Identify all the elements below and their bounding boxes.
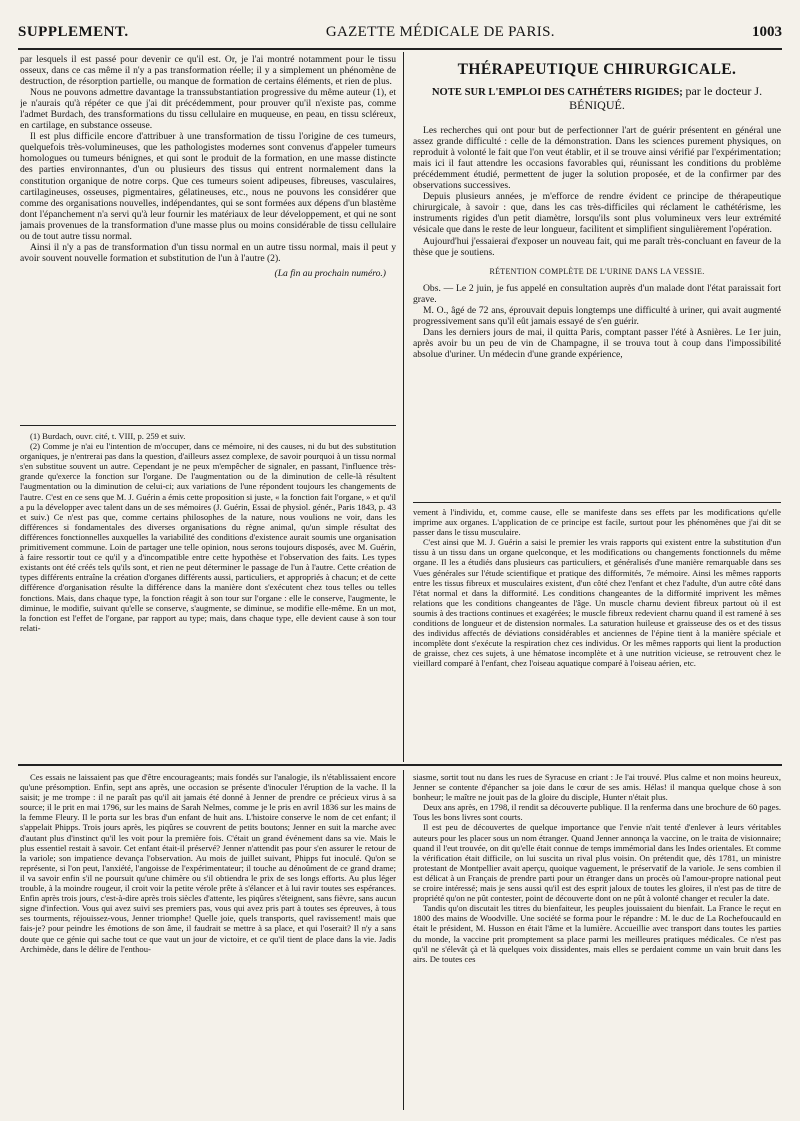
paragraph: Dans les derniers jours de mai, il quitta Paris, comptant passer l'été à Asnières. Le 1er juin, après avoir bu un peu de vin de Champagne, il se trouva tout à coup dans l'impossibilité absolue d'uriner. Un médecin d'une grande expérience, (413, 326, 781, 360)
column-divider-upper (403, 52, 404, 762)
paragraph: Depuis plusieurs années, je m'efforce de rendre évident ce principe de thérapeutique chirurgicale, à savoir : que, dans les cas très-difficiles qui réclament le cathétérisme, les instruments rigides d'un petit diamètre, lorsqu'ils sont plus volumineux vers leur extrémité vésicale que dans le reste de leur longueur, facilitent et simplifient singulièrement l'opération. (413, 191, 781, 236)
footnote: (1) Burdach, ouvr. cité, t. VIII, p. 259 et suiv. (30, 431, 186, 441)
right-inner-rule (413, 502, 781, 503)
paragraph: Ces essais ne laissaient pas que d'être encourageants; mais fondés sur l'analogie, ils n'établissaient encore qu'une présomption. Enfin, sept ans après, une occasion se présente d'inoculer l'éruption de la vache. Il la saisit; je me trompe : il ne paraît pas qu'il ait jamais été donné à Jenner de prendre ce précieux virus à sa source; il le prit en mai 1796, sur les mains de Sarah Nelmes, comme je le pris en avril 1836 sur les mains de la femme Fleury. Il le porta sur les bras d'un enfant de huit ans. L'histoire conserve le nom de cet enfant; il s'appelait Phipps. Trois jours après, les piqûres se couvrent de petits boutons; Jenner en suit la marche avec d'autant plus d'instinct qu'il les voit pour la première fois. C'était un grand événement dans sa vie. Mais le plus essentiel restait à savoir. Cet enfant était-il préservé? Jenner n'attendit pas pour s'en assurer le retour de la variole; son impatience devança l'observation. Au mois de juillet suivant, Phipps fut inoculé. Qu'on se représente, si l'on peut, l'anxiété, l'angoisse de l'expérimentateur; il touche au dénoûment de ce grand drame; il va savoir enfin s'il ne poursuit qu'une chimère ou s'il obtiendra le prix de ses longs efforts. Au plus léger trouble, à la moindre rougeur, il croit voir la petite vérole prête à s'élancer et à lui ravir toutes ses espérances. Enfin après trois jours, c'est-à-dire après trois siècles d'attente, les piqûres s'éteignent, sans fièvre, sans aucun signe d'infection. Vous qui avez suivi ses premiers pas, vous qui avez pris part à toutes ses épreuves, à tous ses tourments, réjouissez-vous, Jenner triomphe! Quelle joie, quels transports, quel ravissement! mais que fais-je? pour peindre les émotions de son âme, il faudrait se mettre à sa place, et qui l'oserait? Il n'y a sans doute que ce génie qui sache tout ce que vaut un jour de victoire, et ce qu'il tient de place dans la vie. Jadis Archimède, dans le délire de l'enthou- (20, 772, 396, 954)
footnote: (2) Comme je n'ai eu l'intention de m'occuper, dans ce mémoire, ni des causes, ni du but des substitution organiques, je n'entrerai pas dans la question, d'ailleurs assez complexe, de savoir pourquoi à un tissu normal s'en substitue souvent un autre. Cependant je ne peux m'empêcher de signaler, en passant, l'influence très-grande qu'exerce la fonction sur l'organe. De l'augmentation ou de la diminution de celle-là résultent l'augmentation ou la diminution de celui-ci; aux variations de l'une répondent toujours les changements de l'autre. C'est en ce sens que M. J. Guérin a émis cette proposition si juste, « la fonction fait l'organe, » et qu'il a pu la développer avec talent dans un de ses mémoires (J. Guérin, Essai de physiol. génér., Paris 1843, p. 43 et suiv.) Ce n'est pas que, comme certains philosophes de la nature, nous voulions ne voir, dans les différences si fondamentales des diverses organisations du règne animal, qu'un simple résultat des différences fonctionnelles auxquelles la variabilité des conditions d'existence aurait soumis une organisation primitivement commune. Loin de partager une telle opinion, nous serons toujours disposés, avec M. Guérin, à faire ressortir tout ce qu'il y a d'incompatible entre cette hypothèse et l'observation des faits. Les types existants ont été créés tels qu'ils sont, et rien ne peut déterminer le passage de l'un à l'autre. Cette création de types différents entraîne la création d'organes différents aussi, particuliers, et appropriés à chacun; et de cette différence d'organisation résulte la différence dans la manière dont s'exécutent chez tous telles ou telles fonctions. Mais, dans chaque type, la fonction réagit à son tour sur l'organe : elle le conserve, l'augmente, le diminue, le modifie, suivant qu'elle se conserve, s'augmente, se diminue, se modifie elle-même. En un mot, la fonction est l'effet de l'organe, par rapport au type; mais, dans chaque type, elle devient cause à son tour relati- (20, 441, 396, 633)
section-title: THÉRAPEUTIQUE CHIRURGICALE. (457, 61, 737, 78)
page-number: 1003 (752, 24, 782, 40)
paragraph: Obs. — Le 2 juin, je fus appelé en consultation auprès d'un malade dont l'état paraissait fort grave. (413, 282, 781, 305)
paragraph: M. O., âgé de 72 ans, éprouvait depuis longtemps une difficulté à uriner, qui avait augmenté progressivement sans qu'il eût jamais essayé de s'en guérir. (413, 304, 781, 327)
journal-title: GAZETTE MÉDICALE DE PARIS. (325, 24, 555, 40)
feuilleton-rule (18, 764, 782, 766)
feuilleton-right (413, 772, 781, 1112)
column-divider-lower (403, 770, 404, 1110)
feuilleton-left (20, 772, 396, 1112)
paragraph: Aujourd'hui j'essaierai d'exposer un nouveau fait, qui me paraît très-concluant en faveur de la thèse que je soutiens. (413, 235, 781, 258)
right-column-text (413, 56, 781, 496)
paragraph: Il est plus difficile encore d'attribuer à une transformation de tissu l'origine de ces tumeurs, quelquefois très-volumineuses, que les pathologistes modernes sont convenus d'appeler tumeurs homologues ou tumeurs bénignes, et qui sont le produit de la formation, en une masse distincte des parties environnantes, d'un ou plusieurs des tissus qui entrent normalement dans la constitution organique de notre corps. Que ces tumeurs soient adipeuses, fibreuses, vasculaires, cartilagineuses, osseuses, pigmentaires, gélatineuses, etc., nous ne pouvons les considérer que comme des organisations nouvelles, indépendantes, qui se sont formées aux dépens d'un blastème dont l'épanchement n'a servi qu'à leur fournir les matériaux de leur développement, et qui ne sont jamais provenues de la transformation d'une masse plus ou moins considérable de tissu cellulaire ou de tout autre tissu normal. (20, 131, 396, 242)
footnote-continued: vement à l'individu, et, comme cause, elle se manifeste dans ses effets par les modifications qu'elle imprime aux organes. L'application de ce principe est facile, surtout pour les phénomènes que j'ai dit se passer dans le tissu musculaire. (413, 507, 781, 538)
paragraph: Nous ne pouvons admettre davantage la transsubstantiation progressive du même auteur (1), et je n'aurais qu'à répéter ce que j'ai dit précédemment, pour prouver qu'il n'existe pas, comme l'admet Burdach, des transformations du tissu cellulaire en muqueuse, en peau, en tissu scléreux, en cartilage, en substance osseuse. (20, 87, 396, 132)
paragraph: Les recherches qui ont pour but de perfectionner l'art de guérir présentent en général une assez grande difficulté : celle de la démonstration. Dans les sciences purement physiques, on reproduit à volonté le fait que l'on veut établir, et il se trouve ainsi vérifié par l'expérimentation; mais ici il faut attendre les occasions favorables qui, réunissant les conditions du problème précédemment étudié, permettent de juger la solution proposée, et de la confirmer par des observations successives. (413, 125, 781, 192)
continuation-note: (La fin au prochain numéro.) (274, 267, 386, 279)
paragraph: Il est peu de découvertes de quelque importance que l'envie n'ait tenté d'enlever à leurs véritables auteurs pour les placer sous un nom étranger. Quand Jenner annonça la vaccine, on le traita de visionnaire; quand il l'eut trouvée, on dit qu'elle était connue de temps immémorial dans les Indes orientales. Et comme la vérification était difficile, on lui suscita un rival plus voisin. On prétendit que, dès 1781, un ministre protestant de Montpellier avait aperçu, quoique vaguement, le préservatif de la variole. Je sens combien il est délicat à un Français de prendre parti pour un étranger dans un procès où l'amour-propre national peut se croire intéressé; mais je sens aussi qu'il est des esprit jaloux de toutes les gloires, il n'est pas de titre de propriété qu'on ne pût contester, point de découverte dont on ne pût à volonté changer et reculer la date. (413, 822, 781, 904)
left-column-text (20, 54, 396, 406)
paragraph: Tandis qu'on discutait les titres du bienfaiteur, les peuples jouissaient du bienfait. La France le reçut en 1800 des mains de Woodville. Une société se forma pour le répandre : M. le duc de La Rochefoucauld en était le président, M. Husson en était l'âme et la lumière. Accueillie avec transport dans toutes les parties du monde, la vaccine prit promptement sa place parmi les meilleures pratiques médicales. Ce n'est pas qu'il ne s'élevât çà et là quelques voix dissidentes, mais elles se perdaient comme un vain bruit dans les airs. De toutes ces (413, 903, 781, 964)
page-header (18, 24, 782, 46)
header-rule (18, 48, 782, 50)
supplement-label: SUPPLEMENT. (18, 24, 129, 40)
right-footnote-continuation (413, 507, 781, 757)
case-subheading: RÉTENTION COMPLÈTE DE L'URINE DANS LA VESSIE. (489, 266, 705, 276)
paragraph: par lesquels il est passé pour devenir ce qu'il est. Or, je l'ai montré notamment pour le tissu osseux, dans ce cas même il n'y a pas transformation réelle; il y a simplement un phénomène de destruction, de résorption partielle, ou manque de formation de certains éléments, et rien de plus. (20, 54, 396, 88)
footnote-rule (20, 425, 396, 426)
article-author: par le docteur J. BÉNIQUÉ. (569, 84, 763, 113)
paragraph: Deux ans après, en 1798, il rendit sa découverte publique. Il la renferma dans une brochure de 60 pages. Tous les bons livres sont courts. (413, 802, 781, 823)
paragraph: Ainsi il n'y a pas de transformation d'un tissu normal en un autre tissu normal, mais il peut y avoir souvent nouvelle formation et substitution de l'un à l'autre (2). (20, 241, 396, 264)
left-footnotes (20, 431, 396, 757)
paragraph: siasme, sortit tout nu dans les rues de Syracuse en criant : Je l'ai trouvé. Plus calme et non moins heureux, Jenner se contente d'épancher sa joie dans le cœur de ses amis. Hélas! il manqua quelque chose à son bonheur; le maître ne jouit pas de la gloire du disciple, Hunter n'était plus. (413, 772, 781, 803)
article-title-main: NOTE SUR L'EMPLOI DES CATHÉTERS RIGIDES; (431, 87, 683, 99)
article-title (413, 85, 781, 113)
footnote-continued: C'est ainsi que M. J. Guérin a saisi le premier les vrais rapports qui existent entre la substitution d'un tissu à un tissu dans un organe quelconque, et les modifications ou changements fonctionnels du même organe. Il les a étudiés dans plusieurs cas particuliers, et généralisés d'une manière remarquable dans ses Vues générales sur l'étude scientifique et pratique des difformités, 7e mémoire. Ainsi les mêmes rapports entre les tissus fibreux et musculaires existent, d'un côté chez l'enfant et chez l'adulte, d'un autre côté dans l'état normal et dans la difformité. Les conditions changeantes de la difformité imprivent les mêmes relations que les conditions changeantes de l'âge. Un muscle charnu devient fibreux partout où il est soumis à des tractions continues et exagérées; le muscle fibreux redevient charnu quand il est ramené à ses conditions de longueur et de distension normales. La saturation huileuse et graisseuse des os et des tissus des individus affectés de déviations considérables et anciennes de l'épine tient à la manière spéciale et incomplète dont s'exécute la respiration chez ces individus. Or les mêmes rapports qui lient la production de graisse, chez ces sujets, à une hématose incomplète et à une nutrition vicieuse, se retrouvent chez le vieillard comparé à l'enfant, chez l'oiseau aquatique comparé à l'oiseau aérien, etc. (413, 537, 781, 669)
